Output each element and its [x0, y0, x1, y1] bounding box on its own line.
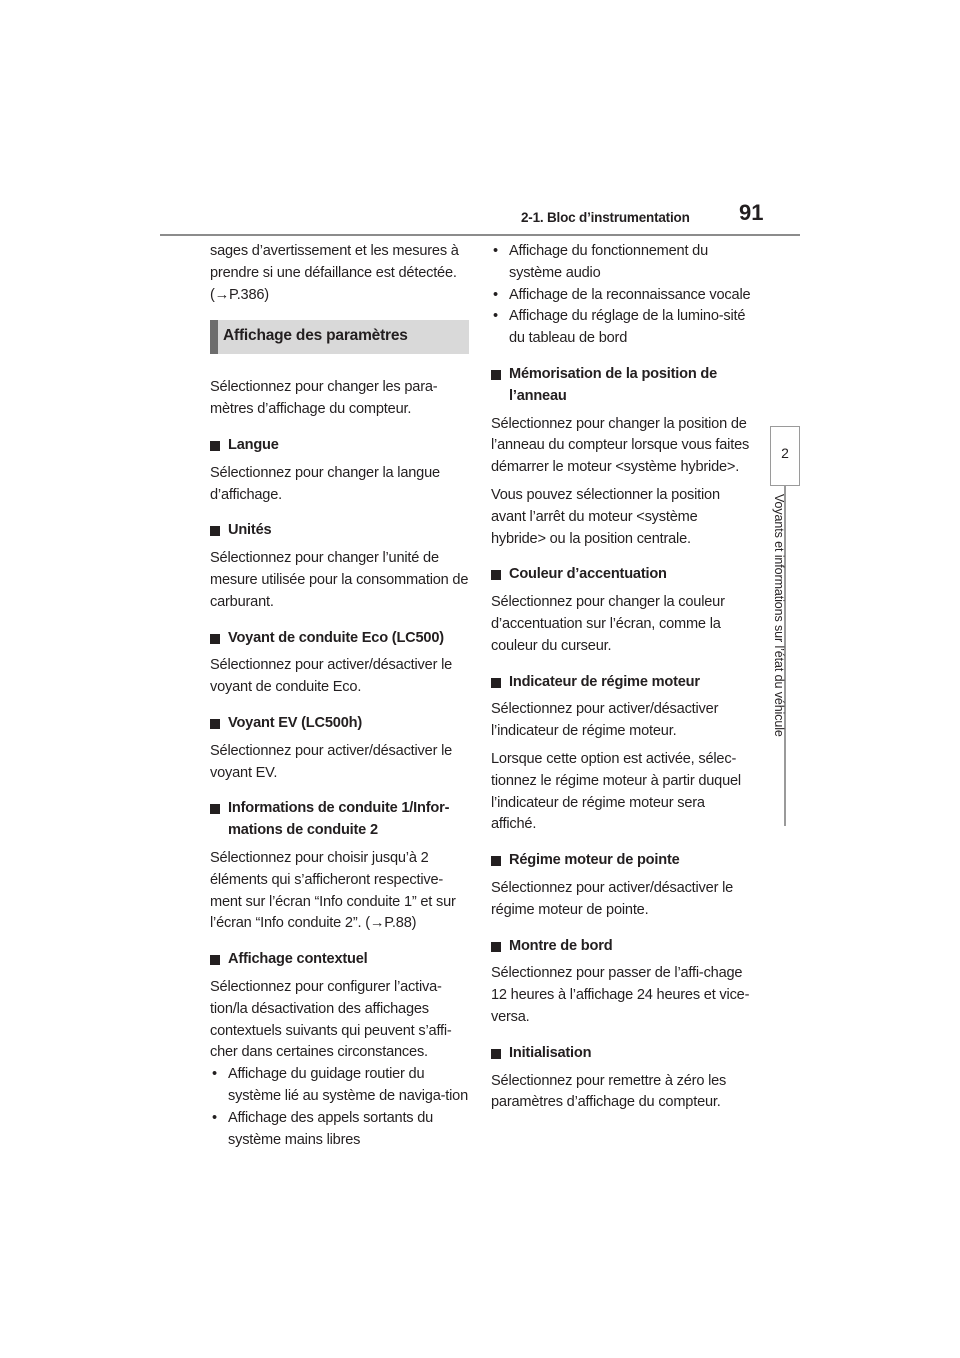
- chapter-title: Voyants et informations sur l’état du véhicule: [772, 494, 786, 737]
- subsection-text: Sélectionnez pour changer l’unité de mesure utilisée pour la consommation de carburant.: [210, 550, 469, 610]
- square-bullet-icon: [491, 370, 501, 380]
- square-bullet-icon: [210, 634, 220, 644]
- subsection-text: Sélectionnez pour changer la position de l’anneau du compteur lorsque vous faites démarrer le moteur <système hybride>.: [491, 415, 750, 476]
- page-header: [160, 198, 800, 236]
- subsection-heading: Affichage contextuel: [210, 949, 472, 971]
- subsection-heading: Indicateur de régime moteur: [491, 672, 753, 694]
- section-title-box: Affichage des paramètres: [210, 320, 469, 354]
- bullet-list: [210, 1064, 472, 1151]
- subsection-text: Sélectionnez pour changer la couleur d’accentuation sur l’écran, comme la couleur du curseur.: [491, 594, 725, 654]
- list-item: • Affichage du fonctionnement du système audio: [493, 243, 709, 281]
- subsection-text: Sélectionnez pour activer/désactiver l’indicateur de régime moteur.: [491, 701, 719, 740]
- left-column: [210, 241, 472, 1157]
- square-bullet-icon: [210, 441, 220, 451]
- page-number: 91: [739, 200, 764, 225]
- list-item: • Affichage du réglage de la lumino-sité du tableau de bord: [493, 308, 746, 347]
- subsection-heading: Unités: [210, 520, 472, 542]
- section-intro: Sélectionnez pour changer les para-mètres d’affichage du compteur.: [210, 379, 438, 418]
- list-item: • Affichage de la reconnaissance vocale: [493, 286, 751, 303]
- square-bullet-icon: [210, 804, 220, 814]
- subsection-heading: Mémorisation de la position de l’anneau: [491, 364, 753, 408]
- subsection-text: Lorsque cette option est activée, sélec-tionnez le régime moteur à partir duquel l’indicateur de régime moteur sera affiché.: [491, 750, 741, 833]
- subsection-text: Sélectionnez pour passer de l’affi-chage 12 heures à l’affichage 24 heures et vice-versa.: [491, 965, 750, 1025]
- square-bullet-icon: [491, 1049, 501, 1059]
- subsection-text: Sélectionnez pour activer/désactiver le régime moteur de pointe.: [491, 879, 734, 918]
- subsection-text: Sélectionnez pour choisir jusqu’à 2 éléments qui s’afficheront respective-ment sur l’écran “Info conduite 1” et sur l’écran “Info conduite 2”. (→P.88): [210, 849, 456, 932]
- section-title: 2-1. Bloc d’instrumentation: [521, 210, 690, 225]
- subsection-text: Sélectionnez pour changer la langue d’affichage.: [210, 464, 440, 503]
- subsection-heading: Voyant de conduite Eco (LC500): [210, 628, 472, 650]
- subsection-heading: Voyant EV (LC500h): [210, 713, 472, 735]
- bullet-list: [491, 241, 753, 350]
- intro-text: sages d’avertissement et les mesures à prendre si une défaillance est détectée.: [210, 243, 459, 281]
- square-bullet-icon: [491, 856, 501, 866]
- subsection-text: Sélectionnez pour activer/désactiver le voyant de conduite Eco.: [210, 657, 453, 696]
- square-bullet-icon: [210, 955, 220, 965]
- subsection-text: Sélectionnez pour remettre à zéro les paramètres d’affichage du compteur.: [491, 1072, 727, 1111]
- square-bullet-icon: [210, 719, 220, 729]
- square-bullet-icon: [491, 570, 501, 580]
- subsection-heading: Initialisation: [491, 1043, 753, 1065]
- subsection-heading: Langue: [210, 435, 472, 457]
- square-bullet-icon: [491, 942, 501, 952]
- chapter-number: 2: [781, 445, 789, 461]
- intro-reference: (→P.386): [210, 286, 269, 303]
- subsection-heading: Régime moteur de pointe: [491, 850, 753, 872]
- list-item: • Affichage du guidage routier du système lié au système de naviga-tion: [212, 1066, 469, 1104]
- square-bullet-icon: [210, 526, 220, 536]
- subsection-text: Sélectionnez pour configurer l’activa-tion/la désactivation des affichages contextuels suivants qui peuvent s’affi-cher dans certaines circonstances.: [210, 978, 452, 1061]
- subsection-heading: Montre de bord: [491, 936, 753, 958]
- subsection-text: Vous pouvez sélectionner la position avant l’arrêt du moteur <système hybride> ou la position centrale.: [491, 486, 720, 547]
- subsection-text: Sélectionnez pour activer/désactiver le voyant EV.: [210, 742, 453, 781]
- subsection-heading: Couleur d’accentuation: [491, 564, 753, 586]
- square-bullet-icon: [491, 678, 501, 688]
- list-item: • Affichage des appels sortants du système mains libres: [212, 1109, 434, 1148]
- subsection-heading: Informations de conduite 1/Infor-mations de conduite 2: [210, 798, 472, 842]
- chapter-tab: [770, 426, 800, 486]
- right-column: [491, 241, 753, 1120]
